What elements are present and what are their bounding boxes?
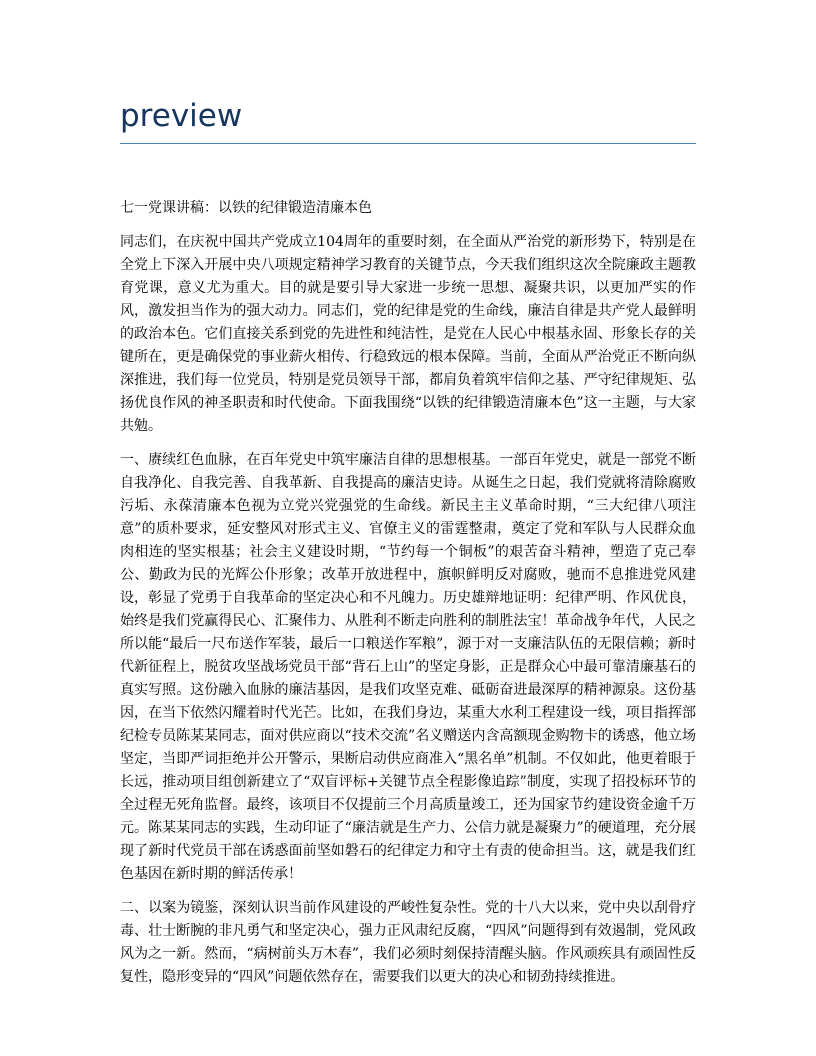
document-title: 七一党课讲稿：以铁的纪律锻造清廉本色 [120, 200, 372, 216]
paragraph-section-1: 一、赓续红色血脉，在百年党史中筑牢廉洁自律的思想根基。一部百年党史，就是一部党不断自我净化、自我完善、自我革新、自我提高的廉洁史诗。从诞生之日起，我们党就将清除腐败污垢、永葆清廉本色视为立党兴党强党的生命线。新民主主义革命时期，“三大纪律八项注意”的质朴要求，延安整风对形式主义、官僚主义的雷霆整肃，奠定了党和军队与人民群众血肉相连的坚实根基；社会主义建设时期，“节约每一个铜板”的艰苦奋斗精神，塑造了克己奉公、勤政为民的光辉公仆形象；改革开放进程中，旗帜鲜明反对腐败，驰而不息推进党风建设，彰显了党勇于自我革命的坚定决心和不凡魄力。历史雄辩地证明：纪律严明、作风优良，始终是我们党赢得民心、汇聚伟力、从胜利不断走向胜利的制胜法宝！革命战争年代，人民之所以能“最后一尺布送作军装，最后一口粮送作军粮”，源于对一支廉洁队伍的无限信赖；新时代新征程上，脱贫攻坚战场党员干部“背石上山”的坚定身影，正是群众心中最可靠清廉基石的真实写照。这份融入血脉的廉洁基因，是我们攻坚克难、砥砺奋进最深厚的精神源泉。这份基因，在当下依然闪耀着时代光芒。比如，在我们身边，某重大水利工程建设一线，项目指挥部纪检专员陈某某同志，面对供应商以“技术交流”名义赠送内含高额现金购物卡的诱惑，他立场坚定，当即严词拒绝并公开警示，果断启动供应商准入“黑名单”机制。不仅如此，他更着眼于长远，推动项目组创新建立了“双盲评标+关键节点全程影像追踪”制度，实现了招投标环节的全过程无死角监督。最终，该项目不仅提前三个月高质量竣工，还为国家节约建设资金逾千万元。陈某某同志的实践，生动印证了“廉洁就是生产力、公信力就是凝聚力”的硬道理，充分展现了新时代党员干部在诱惑面前坚如磐石的纪律定力和守土有责的使命担当。这，就是我们红色基因在新时期的鲜活传承！ [120, 452, 696, 882]
paragraph-intro: 同志们，在庆祝中国共产党成立104周年的重要时刻，在全面从严治党的新形势下，特别是在全党上下深入开展中央八项规定精神学习教育的关键节点，今天我们组织这次全院廉政主题教育党课，意义尤为重大。目的就是要引导大家进一步统一思想、凝聚共识，以更加严实的作风，激发担当作为的强大动力。同志们，党的纪律是党的生命线，廉洁自律是共产党人最鲜明的政治本色。它们直接关系到党的先进性和纯洁性，是党在人民心中根基永固、形象长存的关键所在，更是确保党的事业薪火相传、行稳致远的根本保障。当前，全面从严治党正不断向纵深推进，我们每一位党员，特别是党员领导干部，都肩负着筑牢信仰之基、严守纪律规矩、弘扬优良作风的神圣职责和时代使命。下面我围绕“以铁的纪律锻造清廉本色”这一主题，与大家共勉。 [120, 234, 696, 434]
document-body [120, 197, 696, 1000]
header-divider [120, 143, 696, 144]
paragraph-section-2: 二、以案为镜鉴，深刻认识当前作风建设的严峻性复杂性。党的十八大以来，党中央以刮骨疗毒、壮士断腕的非凡勇气和坚定决心，强力正风肃纪反腐，“四风”问题得到有效遏制，党风政风为之一新。然而，“病树前头万木春”，我们必须时刻保持清醒头脑。作风顽疾具有顽固性反复性，隐形变异的“四风”问题依然存在，需要我们以更大的决心和韧劲持续推进。 [120, 900, 696, 985]
page-header-title: preview [120, 98, 243, 134]
document-page [120, 0, 696, 1056]
